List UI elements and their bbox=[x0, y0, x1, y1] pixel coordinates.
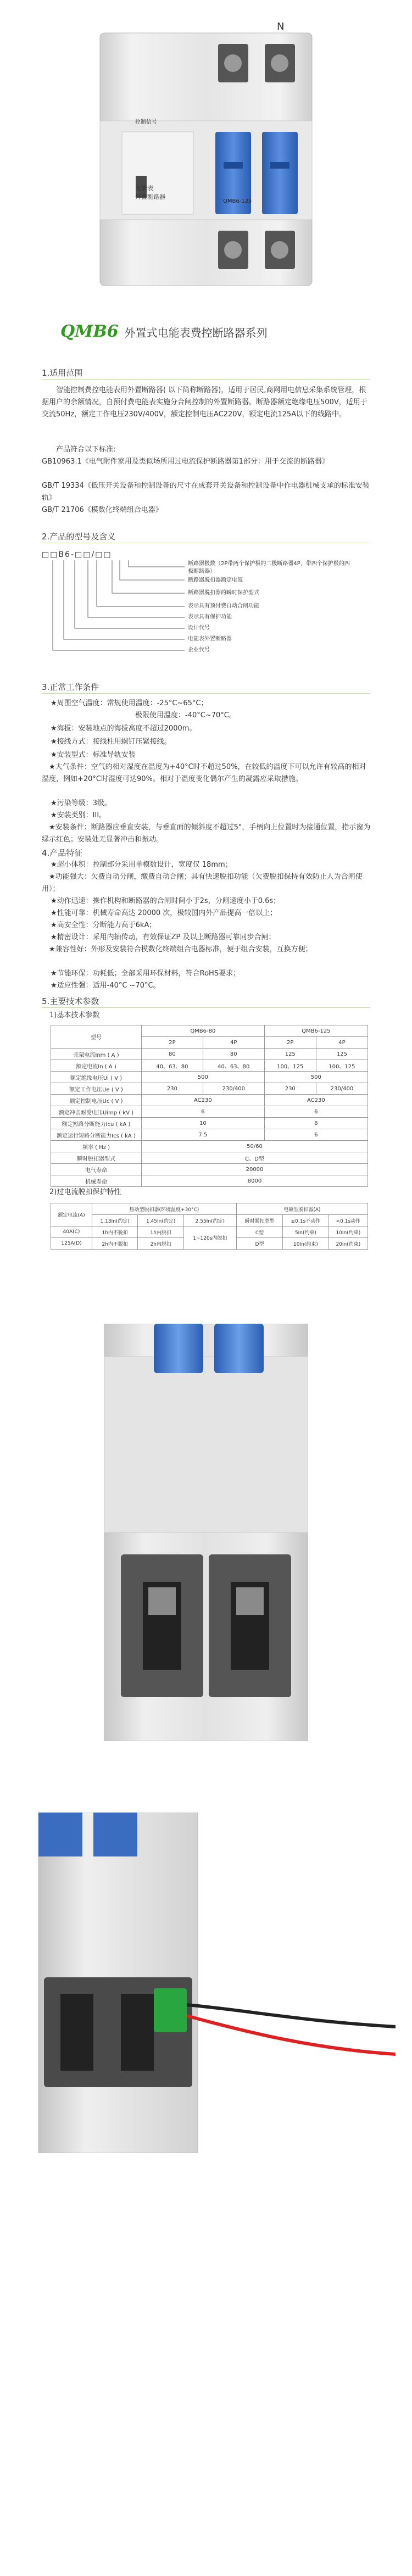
table-row bbox=[51, 1025, 368, 1037]
table-row bbox=[51, 1141, 368, 1152]
table-cell: 125 bbox=[264, 1049, 316, 1060]
table-row bbox=[51, 1129, 368, 1141]
table-cell: 40A(C) bbox=[51, 1226, 92, 1238]
table-cell: ≤0.1s不动作 bbox=[283, 1215, 329, 1226]
basic-params-table bbox=[51, 1025, 368, 1187]
table-row bbox=[51, 1175, 368, 1187]
table-row bbox=[51, 1095, 368, 1106]
table-row bbox=[51, 1203, 368, 1215]
breaker-image-top bbox=[89, 22, 323, 297]
table-cell: 2h内不脱扣 bbox=[92, 1238, 138, 1250]
table-row bbox=[51, 1106, 368, 1118]
table-row bbox=[51, 1083, 368, 1095]
condition-3: ★接线方式：接线柱用螺钉压紧接线。 bbox=[51, 738, 171, 746]
table-cell: 额定短路分断能力Icu ( kA ) bbox=[51, 1118, 142, 1129]
table-cell: 1~120s内脱扣 bbox=[183, 1226, 236, 1250]
model-item-6: 设计代号 bbox=[188, 625, 210, 631]
table-cell: 机械寿命 bbox=[51, 1175, 142, 1187]
table-cell: 40、63、80 bbox=[203, 1060, 264, 1072]
condition-6: ★污染等级：3级。 bbox=[51, 799, 112, 807]
table-cell: 4P bbox=[316, 1037, 368, 1049]
table-cell: 2P bbox=[142, 1037, 203, 1049]
table-cell: QMB6-80 bbox=[142, 1025, 265, 1037]
table-cell: 热动型脱扣器(环境温度+30°C) bbox=[92, 1203, 237, 1215]
section-3-rule bbox=[42, 693, 370, 694]
table-cell: 230/400 bbox=[316, 1083, 368, 1095]
table-cell: <0.1s动作 bbox=[329, 1215, 368, 1226]
standard-1: GB10963.1《电气附件家用及类似场所用过电流保护断路器第1部分：用于交流的断路器》 bbox=[42, 458, 330, 466]
feature-2: ★功能强大：欠费自动分闸，缴费自动合闸；具有快速脱扣功能（欠费脱扣保持有效防止人为合闸使用）； bbox=[42, 873, 363, 893]
table-cell: 瞬时脱扣类型 bbox=[236, 1215, 282, 1226]
table-cell: 10In(约束) bbox=[283, 1238, 329, 1250]
series-subtitle: 外置式电能表费控断路器系列 bbox=[124, 326, 268, 339]
table-cell: 额定冲击耐受电压Uimp ( kV ) bbox=[51, 1106, 142, 1118]
model-item-4: 表示具有预付费自动合闸功能 bbox=[188, 603, 259, 609]
standards-heading: 产品符合以下标准: bbox=[56, 445, 116, 454]
table-cell: 10 bbox=[142, 1118, 265, 1129]
standard-2: GB/T 19334《低压开关设备和控制设备的尺寸在成套开关设备和控制设备中作电器机械支承的标准安装轨》 bbox=[42, 482, 370, 502]
table-cell: QMB6-125 bbox=[264, 1025, 368, 1037]
table-cell: 6 bbox=[142, 1106, 265, 1118]
table-cell: AC230 bbox=[264, 1095, 368, 1106]
model-code: □□B6-□□/□□ bbox=[42, 550, 112, 559]
model-item-1: 断路器极数（2P带两个保护极的二极断路器4P，带四个保护极的四极断路器） bbox=[188, 561, 350, 575]
table-cell: 1.13In(约定) bbox=[92, 1215, 138, 1226]
breaker-image-wired bbox=[16, 1813, 396, 2153]
model-item-3: 断路器脱扣器的瞬时保护型式 bbox=[188, 590, 259, 596]
table-cell: 1h内不脱扣 bbox=[92, 1226, 138, 1238]
condition-1b: 极限使用温度：-40°C~70°C。 bbox=[135, 711, 236, 720]
table-cell: 额定绝缘电压Ui ( V ) bbox=[51, 1072, 142, 1083]
section-1-title: 1.适用范围 bbox=[42, 368, 83, 378]
feature-3: ★动作迅速：操作机构和断路器的合闸时间小于2s，分闸速度小于0.6s； bbox=[51, 897, 281, 905]
model-text: QMB6-125 bbox=[223, 198, 252, 204]
sub-basic-params: 1)基本技术参数 bbox=[49, 1011, 100, 1019]
table-cell: 20In(约束) bbox=[329, 1238, 368, 1250]
table-cell: 型号 bbox=[51, 1025, 142, 1049]
feature-6: ★精密设计：采用内轴传动，有效保证ZP 及以上断路器可靠同步合闸； bbox=[51, 933, 276, 941]
table-cell: 230 bbox=[264, 1083, 316, 1095]
table-cell: 电磁型脱扣器(A) bbox=[236, 1203, 368, 1215]
table-cell: 额定运行短路分断能力Ics ( kA ) bbox=[51, 1129, 142, 1141]
table-cell: 2h内脱扣 bbox=[138, 1238, 183, 1250]
table-cell: 10In(约束) bbox=[329, 1226, 368, 1238]
brand-name: QMB6 bbox=[60, 322, 119, 341]
section-1-paragraph: 智能控制费控电能表用外置断路器( 以下简称断路器)，适用于居民,商网用电信息采集系统管理，根据用户的余额情况，自预付费电能表实施分合闸控制的外置断路器。断路器额定绝缘电压500V，适用于交流50Hz，额定工作电压230V/400V，额定控制电压AC220V，额定电流125A以下的线路中。 bbox=[42, 386, 368, 419]
condition-8: ★安装条件：断路器应垂直安装，与垂直面的倾斜度不超过5°，手柄向上位置时为接通位置，指示窗为绿示红色；安装处无显著冲击和振动。 bbox=[42, 823, 371, 844]
sub-trip-characteristics: 2)过电流脱扣保护特性 bbox=[49, 1188, 121, 1196]
table-cell: 1.45In(约定) bbox=[138, 1215, 183, 1226]
table-cell: 2P bbox=[264, 1037, 316, 1049]
table-cell: 瞬时脱扣器型式 bbox=[51, 1152, 142, 1164]
table-cell: 8000 bbox=[142, 1175, 368, 1187]
middle-product-photo bbox=[82, 1324, 330, 1741]
table-cell: 5In(约束) bbox=[283, 1226, 329, 1238]
label-meter: 电能表 bbox=[135, 185, 153, 192]
table-cell: D型 bbox=[236, 1238, 282, 1250]
condition-5: ★大气条件：空气的相对湿度在温度为+40°C时不超过50%，在较低的温度下可以允许有较高的相对湿度，例如+20°C时湿度可达90%。相对于温度变化偶尔产生的凝露应采取措施。 bbox=[42, 763, 366, 783]
section-2-title: 2.产品的型号及含义 bbox=[42, 532, 116, 542]
model-item-5: 表示具有保护功能 bbox=[188, 614, 232, 620]
trip-characteristics-table bbox=[51, 1203, 368, 1250]
section-5-rule bbox=[42, 1007, 370, 1008]
table-cell: 电气寿命 bbox=[51, 1164, 142, 1175]
table-row bbox=[51, 1164, 368, 1175]
label-control-signal: 控制信号 bbox=[135, 119, 157, 125]
bottom-product-photo bbox=[16, 1813, 396, 2153]
table-cell: 7.5 bbox=[142, 1129, 265, 1141]
table-row bbox=[51, 1060, 368, 1072]
table-row bbox=[51, 1049, 368, 1060]
feature-8: ★节能环保：功耗低；全部采用环保材料，符合RoHS要求； bbox=[51, 969, 241, 978]
table-cell: 50/60 bbox=[142, 1141, 368, 1152]
table-cell: 125 bbox=[316, 1049, 368, 1060]
feature-5: ★高安全性：分断能力高于6kA； bbox=[51, 921, 157, 929]
model-item-7: 电能表外置断路器 bbox=[188, 636, 232, 642]
feature-1: ★超小体积：控制部分采用单模数设计，宽度仅 18mm； bbox=[51, 861, 232, 869]
section-3-title: 3.正常工作条件 bbox=[42, 682, 99, 692]
table-cell: 80 bbox=[203, 1049, 264, 1060]
table-cell: 额定工作电压Ue ( V ) bbox=[51, 1083, 142, 1095]
model-item-2: 断路器脱扣器额定电流 bbox=[188, 577, 243, 583]
table-cell: 壳架电流Inm ( A ) bbox=[51, 1049, 142, 1060]
terminal-n-top: N bbox=[277, 21, 285, 32]
table-cell: 80 bbox=[142, 1049, 203, 1060]
feature-7: ★兼容性好：外形及安装符合模数化终端组合电器标准，便于组合安装，互换方便； bbox=[49, 945, 313, 954]
breaker-image-front bbox=[82, 1324, 330, 1741]
condition-2: ★海拔：安装地点的海拔高度不超过2000m。 bbox=[51, 724, 197, 733]
model-code-diagram bbox=[42, 549, 371, 659]
standard-3: GB/T 21706《模数化终端组合电器》 bbox=[42, 506, 163, 514]
series-title bbox=[60, 322, 368, 344]
table-cell: 2.55In(约定) bbox=[183, 1215, 236, 1226]
table-cell: 500 bbox=[264, 1072, 368, 1083]
table-cell: 40、63、80 bbox=[142, 1060, 203, 1072]
top-product-photo bbox=[89, 22, 323, 297]
table-cell: C、D型 bbox=[142, 1152, 368, 1164]
table-cell: 20000 bbox=[142, 1164, 368, 1175]
table-cell: 230/400 bbox=[203, 1083, 264, 1095]
table-cell: C型 bbox=[236, 1226, 282, 1238]
table-cell: 125A(D) bbox=[51, 1238, 92, 1250]
table-cell: 额定控制电压Uc ( V ) bbox=[51, 1095, 142, 1106]
condition-1: ★周围空气温度：常规使用温度：-25°C~65°C； bbox=[51, 699, 208, 707]
table-cell: 6 bbox=[264, 1118, 368, 1129]
label-external-breaker: 外置断路器 bbox=[135, 193, 165, 200]
table-cell: 4P bbox=[203, 1037, 264, 1049]
feature-4: ★性能可靠：机械寿命高达 20000 次，极较国内外产品提高一倍以上； bbox=[51, 909, 277, 917]
table-cell: AC230 bbox=[142, 1095, 265, 1106]
condition-7: ★安装类别：III。 bbox=[51, 811, 107, 819]
table-cell: 100、125 bbox=[264, 1060, 316, 1072]
table-cell: 6 bbox=[264, 1106, 368, 1118]
section-4-title: 4.产品特征 bbox=[42, 848, 83, 858]
feature-9: ★适应性强：适用-40°C ~70°C。 bbox=[51, 982, 160, 990]
table-cell: 频率 ( Hz ) bbox=[51, 1141, 142, 1152]
table-cell: 额定电流(A) bbox=[51, 1203, 92, 1226]
section-1-rule bbox=[42, 379, 370, 380]
table-cell: 1h内脱扣 bbox=[138, 1226, 183, 1238]
table-cell: 100、125 bbox=[316, 1060, 368, 1072]
table-cell: 500 bbox=[142, 1072, 265, 1083]
table-cell: 6 bbox=[264, 1129, 368, 1141]
table-row bbox=[51, 1226, 368, 1238]
condition-4: ★安装型式：标准导轨安装 bbox=[51, 751, 136, 759]
section-5-title: 5.主要技术参数 bbox=[42, 996, 99, 1006]
table-cell: 额定电流In ( A ) bbox=[51, 1060, 142, 1072]
table-row bbox=[51, 1215, 368, 1226]
model-item-8: 企业代号 bbox=[188, 647, 210, 653]
table-row bbox=[51, 1152, 368, 1164]
table-row bbox=[51, 1118, 368, 1129]
table-cell: 230 bbox=[142, 1083, 203, 1095]
table-row bbox=[51, 1072, 368, 1083]
